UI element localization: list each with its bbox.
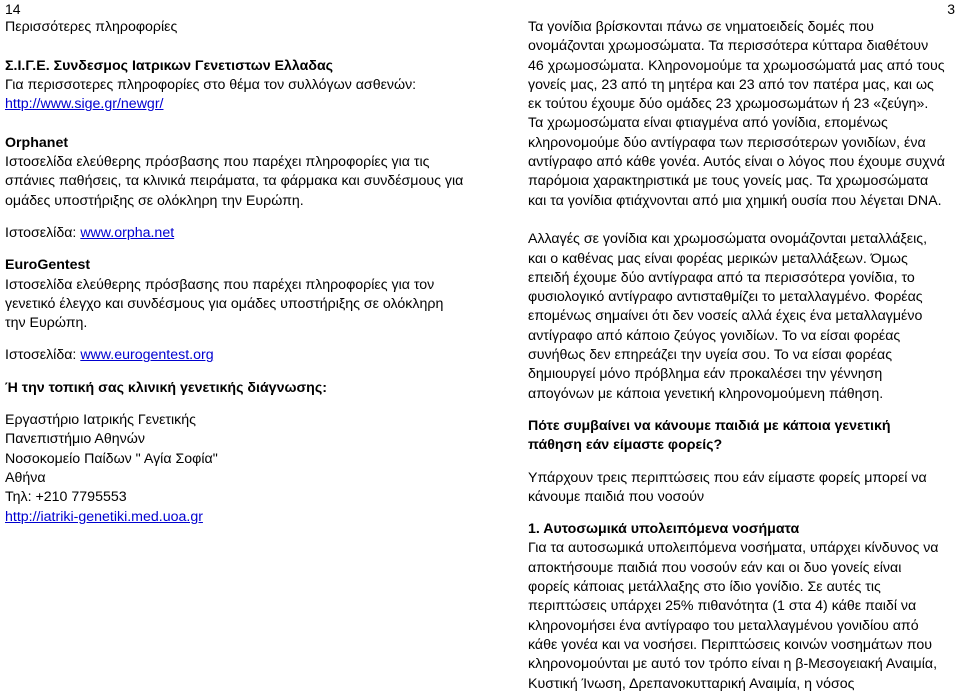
sige-text: Για περισσοτερες πληροφορίες στο θέμα τον συλλόγων ασθενών:	[5, 76, 417, 93]
orphanet-text: Ιστοσελίδα ελεύθερης πρόσβασης που παρέχει πληροφορίες για τις σπάνιες παθήσεις, τα κλινικά πειράματα, τα φάρμακα και συνδέσμους για ομάδες υποστήριξης σε ολόκληρη την Ευρώπη.	[5, 154, 464, 209]
page-number: 14	[5, 1, 21, 17]
left-page	[0, 0, 480, 669]
paragraph-mutations: Αλλαγές σε γονίδια και χρωμοσώματα ονομάζονται μεταλλάξεις, και ο καθένας μας είναι φορέας μερικών μεταλλάξεων. Όμως επειδή έχουμε δύο αντίγραφα από τα περισσότερα γονίδια, το φυσιολογικό αντίγραφο αντισταθμίζει το μεταλλαγμένο. Φορέας επομένως σημαίνει ότι δεν νοσείς αλλά έχεις ένα μεταλλαγμένο αντίγραφο από κάποιο ζεύγος γονιδίων. Το να είσαι φορέας συνήθως δεν επηρεάζει την υγεία σου. Το να είσαι φορέας δημιουργεί μόνο πρόβλημα εάν προκαλέσει την γέννηση απογόνων με κάποια γενετική κληρονομούμενη πάθηση.	[528, 231, 928, 402]
section-heading-recessive: 1. Αυτοσωμικά υπολειπόμενα νοσήματα	[528, 521, 800, 538]
clinic-link[interactable]: http://iatriki-genetiki.med.uoa.gr	[5, 508, 203, 525]
orphanet-heading: Orphanet	[5, 134, 69, 151]
eurogentest-site-line	[5, 346, 465, 365]
orphanet-link[interactable]: www.orpha.net	[80, 224, 175, 241]
eurogentest-link[interactable]: www.eurogentest.org	[80, 347, 214, 364]
clinic-line-hospital: Νοσοκομείο Παίδων " Αγία Σοφία"	[5, 450, 218, 467]
question-heading: Πότε συμβαίνει να κάνουμε παιδιά με κάποια γενετική πάθηση εάν είμαστε φορείς?	[528, 417, 891, 454]
clinic-line-lab: Εργαστήριο Ιατρικής Γενετικής	[5, 412, 197, 429]
paragraph-three-cases: Υπάρχουν τρεις περιπτώσεις που εάν είμαστε φορείς μπορεί να κάνουμε παιδιά που νοσούν	[528, 469, 927, 505]
eurogentest-site-label: Ιστοσελίδα:	[5, 347, 81, 364]
clinic-line-phone: Τηλ: +210 7795553	[5, 489, 127, 506]
sige-heading: Σ.Ι.Γ.Ε. Συνδεσμος Ιατρικων Γενετιστων Ελλαδας	[5, 57, 334, 74]
page-number: 3	[947, 1, 955, 17]
page-title: Περισσότερες πληροφορίες	[5, 19, 178, 35]
clinic-line-university: Πανεπιστήμιο Αθηνών	[5, 431, 145, 448]
eurogentest-heading: EuroGentest	[5, 257, 91, 274]
orphanet-site-label: Ιστοσελίδα:	[5, 224, 81, 241]
sige-link[interactable]: http://www.sige.gr/newgr/	[5, 96, 164, 113]
local-clinic-heading: Ή την τοπική σας κλινική γενετικής διάγνωσης:	[5, 379, 327, 396]
right-column	[528, 18, 946, 694]
orphanet-site-line	[5, 224, 465, 243]
right-page	[480, 0, 960, 692]
clinic-line-city: Αθήνα	[5, 469, 46, 486]
eurogentest-text: Ιστοσελίδα ελεύθερης πρόσβασης που παρέχει πληροφορίες για τον γενετικό έλεγχο και συνδέσμους για ομάδες υποστήριξης σε ολόκληρη την Ευρώπη.	[5, 276, 444, 332]
left-column	[5, 18, 465, 527]
paragraph-chromosomes: Τα γονίδια βρίσκονται πάνω σε νηματοειδείς δομές που ονομάζονται χρωμοσώματα. Τα περισσότερα κύτταρα διαθέτουν 46 χρωμοσώματα. Κληρονομούμε τα χρωμοσώματά μας από τους γονείς μας, 23 από τη μητέρα και 23 από τον πατέρα μας, και ως εκ τούτου έχουμε δύο ομάδες 23 χρωμοσωμάτων ή 23 «ζεύγη». Τα χρωμοσώματα είναι φτιαγμένα από γονίδια, επομένως κληρονομούμε δύο αντίγραφα των περισσότερων γονιδίων, ένα αντίγραφο από κάθε γονέα. Αυτός είναι ο λόγος που έχουμε συχνά παρόμοια χαρακτηριστικά με τους γονείς μας. Τα χρωμοσώματα και τα γονίδια φτιάχνονται από μια χημική ουσία που λέγεται DNA.	[528, 19, 945, 209]
paragraph-recessive: Για τα αυτοσωμικά υπολειπόμενα νοσήματα, υπάρχει κίνδυνος να αποκτήσουμε παιδιά που νοσούν εάν και οι δυο γονείς είναι φορείς κάποιας μετάλλαξης στο ίδιο γονίδιο. Σε αυτές τις περιπτώσεις υπάρχει 25% πιθανότητα (1 στα 4) κάθε παιδί να κληρονομήσει ένα αντίγραφο του μεταλλαγμένου γονιδίου από κάθε γονέα και να νοσήσει. Περιπτώσεις κοινών νοσημάτων που κληρονομούνται με αυτό τον τρόπο είναι η β-Μεσογειακή Αναιμία, Κυστική Ίνωση, Δρεπανοκυτταρική Αναιμία, η νόσος	[528, 540, 939, 692]
